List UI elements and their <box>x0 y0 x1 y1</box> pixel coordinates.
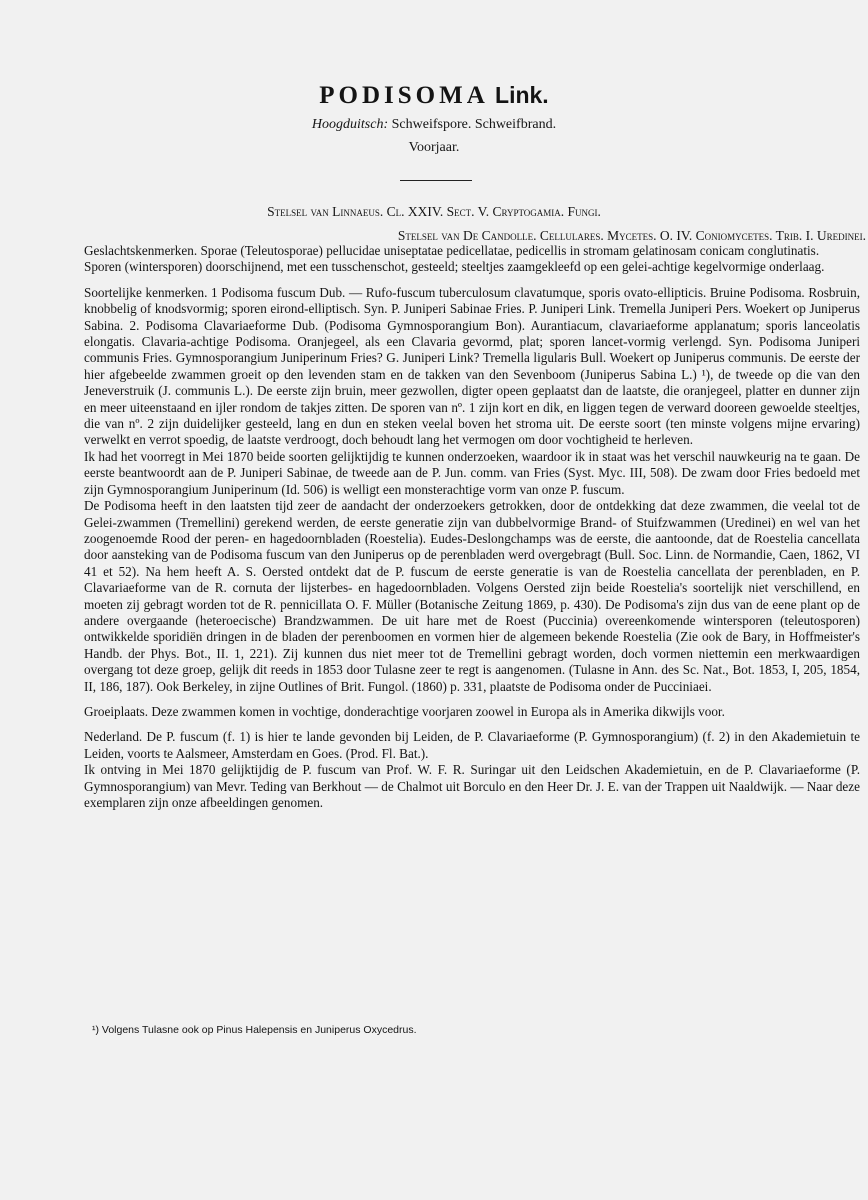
page-title <box>0 80 868 111</box>
candolle-system: Stelsel van De Candolle. Cellulares. Mycetes. O. IV. Coniomycetes. Trib. I. Uredinei. <box>397 228 866 243</box>
german-label: Hoogduitsch: <box>311 117 389 132</box>
title-divider <box>400 180 472 181</box>
german-names-text: Schweifspore. Schweifbrand. <box>388 117 557 132</box>
linnaeus-system: Stelsel van Linnaeus. Cl. XXIV. Sect. V. Cryptogamia. Fungi. <box>267 204 601 219</box>
german-names <box>0 116 868 134</box>
specimens-paragraph: Ik ontving in Mei 1870 gelijktijdig de P. fuscum van Prof. W. F. R. Suringar uit den Leidschen Akademietuin, en de P. Clavariaeforme (P. Gymnosporangium) van Mevr. Teding van Berkhout — de Chalmot uit Borculo en den Heer Dr. J. E. van der Trappen uit Naaldwijk. — Naar deze exemplaren zijn onze afbeeldingen genomen. <box>84 762 860 810</box>
species-characters: Soortelijke kenmerken. 1 Podisoma fuscum Dub. — Rufo-fuscum tuberculosum clavatumque, sporis ovato-ellipticis. Bruine Podisoma. Rosbruin, knobbelig of knodsvormig; sporen eirond-elliptisch. Syn. P. Juniperi Sabinae Fries. P. Juniperi Link. Tremella Juniperi Pers. Woekert op Juniperus Sabina. 2. Podisoma Clavariaeforme Dub. (Podisoma Gymnosporangium Bon). Aurantiacum, clavariaeforme applanatum; sporis lanceolatis elongatis. Clavaria-achtige Podisoma. Oranjegeel, als een Clavaria gevormd, plat; sporen lancet-vormig verlengd. Syn. Podisoma Juniperi communis Fries. Gymnosporangium Juniperinum Fries? G. Juniperi Link? Tremella ligularis Bull. Woekert op Juniperus communis. De eerste der hier afgebeelde zwammen groeit op den levenden stam en de takken van den Sevenboom (Juniperus Sabina L.) ¹), de tweede op die van den Jeneverstruik (J. communis L.). De eerste zijn bruin, meer gezwollen, digter opeen geplaatst dan de laatste, die oranjegeel, platter en dunner zijn en meer uiteenstaand en ijler rondom de takjes zitten. De sporen van nº. 1 zijn kort en dik, en liggen tegen de verward dooreen gewoelde steeltjes, die van nº. 2 zijn duidelijker gesteeld, lang en dun en steken veelal boven het stroma uit. De eerste soort (ten minste volgens mijne ervaring) verwelkt en verrot spoedig, de laatste verdroogt, doch behoudt lang het vermogen om door vochtigheid te herleven. <box>84 284 860 448</box>
footnote: ¹) Volgens Tulasne ook op Pinus Halepensis en Juniperus Oxycedrus. <box>92 1024 417 1036</box>
genus-name: PODISOMA <box>319 82 489 109</box>
observation-paragraph: Ik had het voorregt in Mei 1870 beide soorten gelijktijdig te kunnen onderzoeken, waardoor ik in staat was het verschil nauwkeurig na te gaan. De eerste beantwoordt aan de P. Juniperi Sabinae, de tweede aan de P. Jun. comm. van Fries (Syst. Myc. III, 508). De zwam door Fries bedoeld met zijn Gymnosporangium Juniperinum (Id. 506) is welligt een monsterachtige vorm van onze P. fuscum. <box>84 448 860 497</box>
genus-characters: Geslachtskenmerken. Sporae (Teleutosporae) pellucidae uniseptatae pedicellatae, pedicellis in stromam gelatinosam conicam conglutinatis. <box>84 243 820 258</box>
genus-characters-dutch: Sporen (wintersporen) doorschijnend, met een tusschenschot, gesteeld; steeltjes zaamgekleefd op een gelei-achtige kegelvormige onderlaag. <box>84 259 825 275</box>
body-text <box>84 243 860 811</box>
history-paragraph: De Podisoma heeft in den laatsten tijd zeer de aandacht der onderzoekers getrokken, door de ontdekking dat deze zwammen, die veelal tot de Gelei-zwammen (Tremellini) gerekend werden, de eerste generatie zijn van dubbelvormige Brand- of Stuifzwammen (Uredinei) en wel van het zoogenoemde Rood der peren- en hagedoornbladen (Roestelia). Eudes-Deslongchamps was de eerste, die aantoonde, dat de Roestelia cancellata door aansteking van de Podisoma fuscum van den Juniperus op de perenbladen werd overgebragt (Bull. Soc. Linn. de Normandie, Caen, 1862, VI 41 et 52). Na hem heeft A. S. Oersted ontdekt dat de P. fuscum de eerste generatie is van de Roestelia cancellata der perenbladen, en P. Clavariaeforme van de R. cornuta der lijsterbes- en hagedoornbladen. Volgens Oersted zijn beide Roestelia's soortelijk niet verschillend, en moeten zij gebragt worden tot de R. pennicillata O. F. Müller (Botanische Zeitung 1869, p. 430). De Podisoma's zijn dus van de eene plant op de andere overgaande (heteroecische) Brandzwammen. De uit hare met de Roest (Puccinia) overeenkomende wintersporen (teleutosporen) ontwikkelde sporidiën dringen in de bladen der perenboomen en vormen hier de algemeen bekende Roestelia (Zie ook de Bary, in Hoffmeister's Handb. der Phys. Bot., II. 1, 221). Zij kunnen dus niet meer tot de Tremellini gebragt worden, doch vormen niettemin een merkwaardigen overgang tot deze groep, gelijk dit reeds in 1853 door Tulasne zeer te regt is aangenomen. (Tulasne in Ann. des Sc. Nat., Bot. 1853, I, 205, 1854, II, 186, 187). Ook Berkeley, in zijne Outlines of Brit. Fungol. (1860) p. 331, plaatste de Podisoma onder de Pucciniaei. <box>84 498 860 694</box>
netherlands-paragraph: Nederland. De P. fuscum (f. 1) is hier te lande gevonden bij Leiden, de P. Clavariaeforme (P. Gymnosporangium) (f. 2) in den Akademietuin te Leiden, voorts te Aalsmeer, Amsterdam en Goes. (Prod. Fl. Bat.). <box>84 729 860 761</box>
season: Voorjaar. <box>408 140 460 155</box>
habitat-paragraph: Groeiplaats. Deze zwammen komen in vochtige, donderachtige voorjaren zoowel in Europa als in Amerika dikwijls voor. <box>84 703 725 719</box>
author-name: Link. <box>495 82 549 108</box>
